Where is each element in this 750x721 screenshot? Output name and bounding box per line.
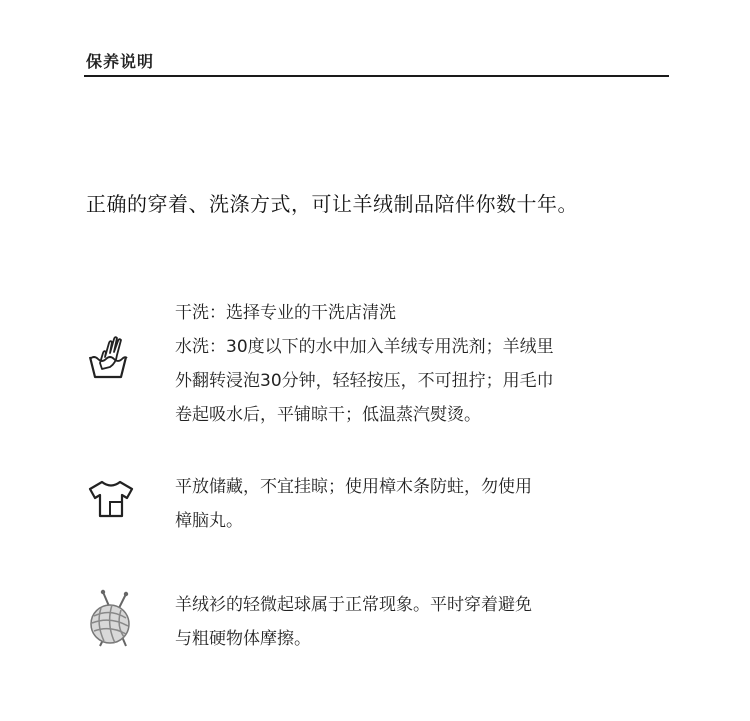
header-divider — [84, 75, 669, 77]
care-item-storage-text — [175, 470, 645, 538]
care-line: 与粗硬物体摩擦。 — [175, 629, 311, 649]
header-title: 保养说明 — [86, 52, 155, 71]
care-line: 水洗：30度以下的水中加入羊绒专用洗剂；羊绒里 — [175, 337, 554, 357]
care-line: 卷起吸水后，平铺晾干；低温蒸汽熨烫。 — [175, 405, 481, 425]
care-item-hand-wash-text — [175, 296, 645, 432]
intro-text: 正确的穿着、洗涤方式，可让羊绒制品陪伴你数十年。 — [86, 192, 578, 216]
care-line: 干洗：选择专业的干洗店清洗 — [175, 303, 396, 323]
yarn-ball-icon — [86, 588, 134, 648]
hand-wash-icon — [86, 333, 130, 381]
care-line: 樟脑丸。 — [175, 511, 243, 531]
care-item-pilling-text — [175, 588, 645, 656]
care-line: 平放储藏，不宜挂晾；使用樟木条防蛀，勿使用 — [175, 477, 532, 497]
flat-dry-tshirt-icon — [88, 478, 134, 520]
care-line: 羊绒衫的轻微起球属于正常现象。平时穿着避免 — [175, 595, 532, 615]
care-line: 外翻转浸泡30分钟，轻轻按压，不可扭拧；用毛巾 — [175, 371, 554, 391]
